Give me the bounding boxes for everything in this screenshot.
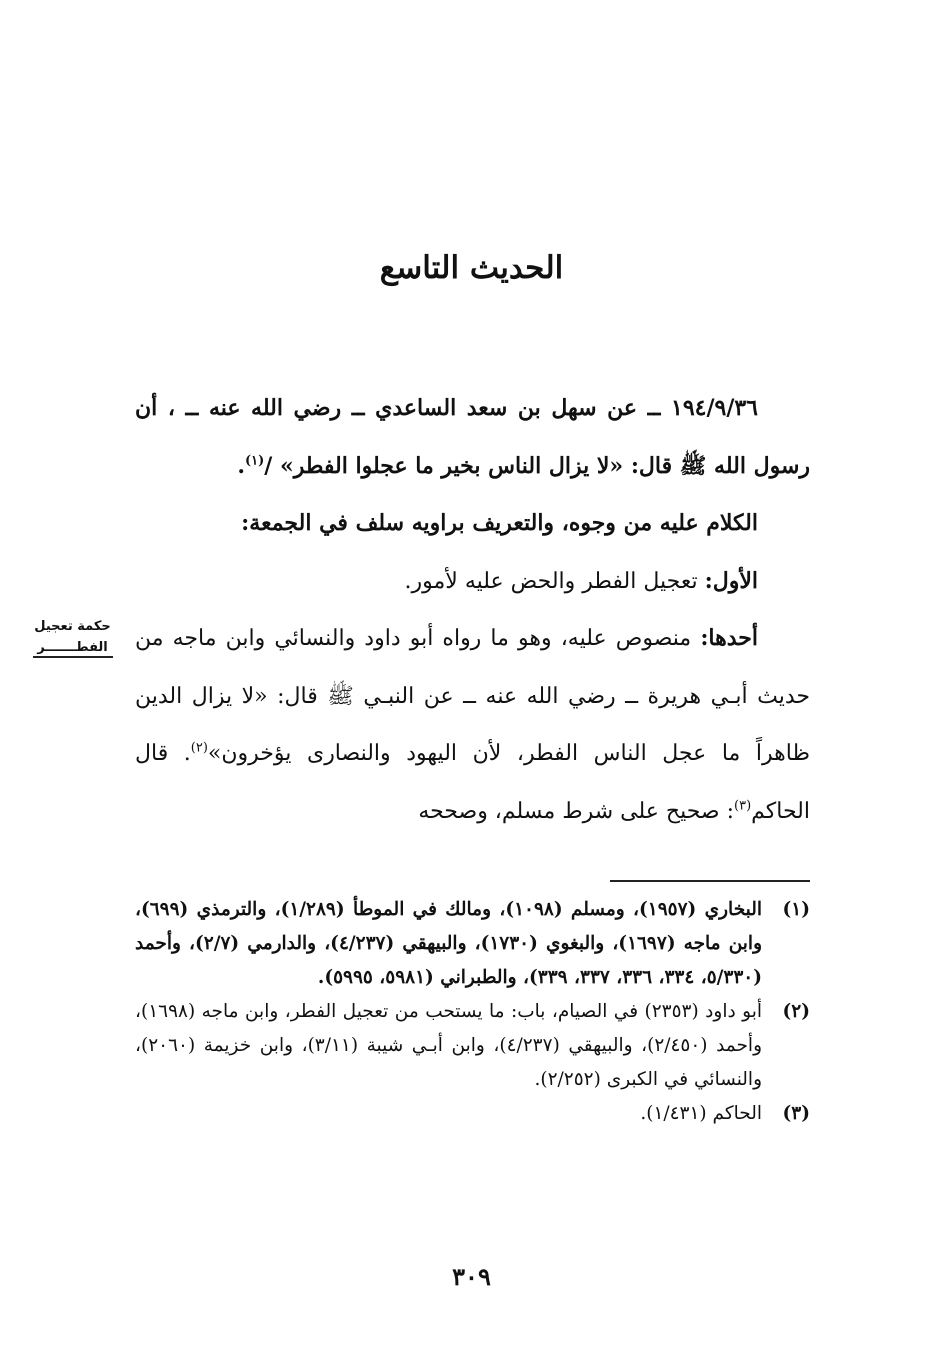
footnote-number: (٣)	[782, 1103, 810, 1124]
footnote-number: (٢)	[782, 1001, 810, 1022]
footnote-2	[135, 995, 810, 1097]
footnote-ref-2: (٢)	[190, 740, 208, 756]
footnote-text: الحاكم (١/٤٣١).	[640, 1103, 762, 1124]
page-number: ٣٠٩	[452, 1262, 491, 1291]
footnote-number: (١)	[782, 899, 810, 920]
footnote-divider	[610, 880, 810, 882]
chapter-title: الحديث التاسع	[379, 250, 564, 286]
hadith-end: .	[237, 452, 245, 479]
point-one-of-them	[135, 610, 810, 840]
hadith-text: ١٩٤/٩/٣٦ ــ عن سهل بن سعد الساعدي ــ رضي الله عنه ــ ، أن رسول الله ﷺ قال: «لا يزال الناس بخير ما عجلوا الفطر» /	[135, 395, 810, 479]
hadith-paragraph	[135, 380, 810, 495]
point-first-lead: الأول:	[704, 567, 758, 594]
margin-note	[20, 616, 125, 658]
point-first	[135, 553, 810, 611]
margin-note-text: حكمة تعجيل الفطـــــــر	[34, 619, 111, 655]
main-text	[135, 380, 810, 840]
point-one-text-2: . قال الحاكم	[135, 741, 810, 824]
point-one-lead: أحدها:	[700, 625, 758, 651]
point-first-text: تعجيل الفطر والحض عليه لأمور.	[404, 568, 698, 594]
margin-note-underline	[33, 656, 113, 658]
footnote-ref-3: (٣)	[734, 798, 752, 814]
point-one-text: منصوص عليه، وهو ما رواه أبو داود والنسائي وابن ماجه من حديث أبـي هريرة ــ رضي الله عنه ــ عن النبـي ﷺ قال: «لا يزال الدين ظاهراً ما عجل الناس الفطر، لأن اليهود والنصارى يؤخرون»	[135, 626, 810, 766]
footnote-text: البخاري (١٩٥٧)، ومسلم (١٠٩٨)، ومالك في الموطأ (١/٢٨٩)، والترمذي (٦٩٩)، وابن ماجه (١٦٩٧)، والبغوي (١٧٣٠)، والبيهقي (٤/٢٣٧)، والدارمي (٢/٧)، وأحمد (٥/٣٣٠، ٣٣٤، ٣٣٦، ٣٣٧، ٣٣٩)، والطبراني (٥٩٨١، ٥٩٩٥).	[135, 899, 762, 988]
point-one-text-3: : صحيح على شرط مسلم، وصححه	[418, 798, 735, 824]
commentary-intro	[135, 495, 810, 553]
footnotes-list	[135, 893, 810, 1131]
footnote-3	[135, 1097, 810, 1131]
commentary-intro-text: الكلام عليه من وجوه، والتعريف براويه سلف في الجمعة:	[241, 510, 758, 536]
footnote-text: أبو داود (٢٣٥٣) في الصيام، باب: ما يستحب من تعجيل الفطر، وابن ماجه (١٦٩٨)، وأحمد (٢/٤٥٠)، والبيهقي (٤/٢٣٧)، وابن أبـي شيبة (٣/١١)، وابن خزيمة (٢٠٦٠)، والنسائي في الكبرى (٢/٢٥٢).	[135, 1001, 763, 1090]
footnote-ref-1: (١)	[244, 453, 265, 469]
footnote-1	[135, 893, 810, 995]
